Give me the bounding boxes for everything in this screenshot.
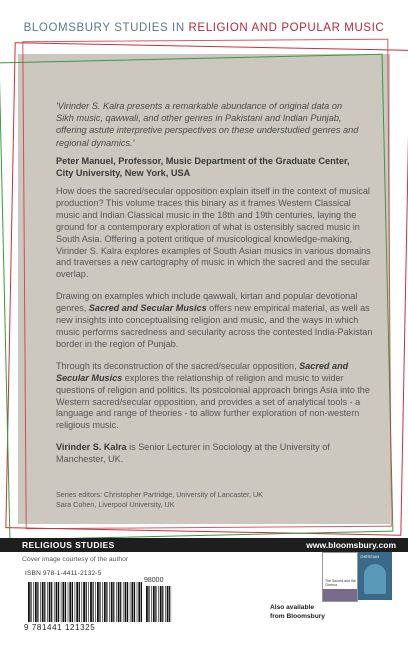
barcode-bar: [146, 586, 148, 622]
series-header-part1: BLOOMSBURY STUDIES IN: [23, 22, 189, 34]
barcode-bar: [102, 582, 103, 622]
barcode-bar: [56, 582, 58, 622]
series-editors-line-2: Sara Cohen, Liverpool University, UK: [56, 499, 175, 509]
endorsement-quote: [56, 100, 360, 179]
p2-start: Drawing on examples which include qawwali, kirtan and popular devotional genres,: [56, 291, 358, 314]
barcode-bar: [33, 582, 34, 622]
related-book-thumbnail-1: [322, 552, 358, 602]
quote-text: 'Virinder S. Kalra presents a remarkable abundance of original data on Sikh music, qawwali, and other genres in Pakistani and Indian Punjab, offering astute interpretive perspectives on these understudied genres and regional dynamics.': [56, 101, 359, 148]
barcode-bar: [75, 582, 76, 622]
related-book-thumbnail-2: [358, 552, 392, 600]
author-bio: [56, 442, 374, 466]
barcode-bar: [44, 582, 45, 622]
image-credit: Cover image courtesy of the author: [22, 556, 129, 563]
barcode-digits: 9 781441 121325: [24, 623, 96, 632]
barcode-bar: [113, 582, 114, 622]
related-book-2-figure: [364, 564, 386, 594]
barcode-bar: [95, 582, 96, 622]
series-editors: [56, 490, 356, 509]
p3-book-title: Sacred and Secular Musics: [56, 360, 349, 383]
author-name: Virinder S. Kalra: [56, 442, 127, 453]
barcode-bar: [116, 582, 117, 622]
barcode-bar: [40, 582, 41, 622]
related-book-2-title: CHRISTIAN: [360, 555, 379, 559]
also-available-line-1: Also available: [270, 604, 314, 611]
barcode-bar: [47, 582, 48, 622]
barcode-bar: [158, 586, 159, 622]
barcode-bar: [42, 582, 44, 622]
barcode-bar: [63, 582, 65, 622]
p2-end: offers new empirical material, as well as new insights into conceptualising religion and music, and the ways in which music performs sacredness and secularity across the contested India-Pakistan border in the region of Punjab.: [56, 303, 373, 349]
barcode-bar: [160, 586, 162, 622]
barcode-bar: [130, 582, 131, 622]
barcode-bar: [58, 582, 59, 622]
barcode-bar: [79, 582, 80, 622]
barcode-bar: [134, 582, 135, 622]
barcode-bar: [86, 582, 87, 622]
barcode-bar: [123, 582, 124, 622]
also-available: [270, 604, 325, 621]
barcode-bar: [109, 582, 110, 622]
barcode-bar: [68, 582, 69, 622]
isbn-label: ISBN 978-1-4411-2132-5: [25, 570, 102, 577]
barcode-bar: [138, 582, 140, 622]
publisher-url[interactable]: www.bloomsbury.com: [306, 540, 396, 550]
p3-start: Through its deconstruction of the sacred/secular opposition,: [56, 360, 300, 371]
barcode-bar: [30, 582, 31, 622]
barcode-bar: [104, 582, 106, 622]
barcode-bar: [88, 582, 89, 622]
barcode-bar: [118, 582, 120, 622]
barcode-bar: [120, 582, 121, 622]
barcode-bar: [106, 582, 107, 622]
blurb-paragraph-3: [56, 361, 374, 432]
barcode-bar: [141, 582, 142, 622]
blurb-paragraph-1: How does the sacred/secular opposition explain itself in the context of musical production? This volume traces this binary as it frames Western Classical music and Indian Classical music in the 18th and 19th centuries, laying the ground for a contemporary exploration of what is ostensibly sacred music in South Asia. Offering a potent critique of musicological knowledge-making, Virinder S. Kalra explores examples of South Asian musics in various domains and traverses a new cartography of music in which the sacred and the secular overlap.: [56, 186, 371, 280]
barcode-bar: [99, 582, 100, 622]
barcode-bars: [28, 582, 142, 622]
barcode-bar: [155, 586, 156, 622]
category-bar: [0, 538, 408, 552]
p2-book-title: Sacred and Secular Musics: [88, 303, 207, 314]
barcode-bar: [169, 586, 170, 622]
barcode-bar: [28, 582, 30, 622]
also-available-line-2: from Bloomsbury: [270, 612, 325, 620]
barcode-bar: [93, 582, 94, 622]
barcode-bar: [61, 582, 62, 622]
barcode-bar: [49, 582, 51, 622]
author-bio-text: is Senior Lecturer in Sociology at the University of Manchester, UK.: [56, 442, 330, 465]
barcode-bar: [148, 586, 149, 622]
series-header: [0, 22, 408, 34]
barcode-bar: [37, 582, 38, 622]
barcode-bar: [153, 586, 155, 622]
barcode-bar: [162, 586, 163, 622]
series-editors-line-1: Series editors: Christopher Partridge, University of Lancaster, UK: [56, 490, 263, 499]
barcode-bar: [167, 586, 169, 622]
barcode-bar: [132, 582, 134, 622]
barcode-bar: [69, 582, 71, 622]
p3-end: explores the relationship of religion and music to wider questions of religion and politics. Its postcolonial approach brings Asia into the Western sacred/secular opposition, and provides a set of analytical tools - a language and range of theories - to allow further exploration of non-western religious music.: [56, 372, 370, 431]
barcode-bar: [151, 586, 152, 622]
quote-attribution: Peter Manuel, Professor, Music Department of the Graduate Center, City University, New York, USA: [56, 155, 350, 179]
barcode-bar: [51, 582, 52, 622]
barcode-bar: [97, 582, 99, 622]
related-book-1-title: The Sacred and the Cinema: [325, 579, 356, 587]
barcode-bar: [111, 582, 113, 622]
barcode-bar: [83, 582, 85, 622]
barcode: [22, 578, 172, 634]
barcode-bar: [54, 582, 55, 622]
barcode-bar: [127, 582, 128, 622]
barcode-addon-bars: [146, 586, 172, 622]
related-book-1-stripe: [323, 589, 357, 601]
barcode-bar: [165, 586, 166, 622]
series-header-part2: RELIGION AND POPULAR MUSIC: [188, 22, 385, 34]
barcode-bar: [65, 582, 66, 622]
blurb-paragraph-2: [56, 291, 374, 351]
barcode-bar: [35, 582, 37, 622]
barcode-bar: [137, 582, 138, 622]
barcode-addon-digits: 98000: [144, 577, 164, 584]
category-label: RELIGIOUS STUDIES: [22, 540, 115, 550]
barcode-bar: [125, 582, 127, 622]
barcode-bar: [82, 582, 83, 622]
barcode-bar: [72, 582, 73, 622]
barcode-bar: [90, 582, 92, 622]
barcode-bar: [76, 582, 78, 622]
blurb: [56, 186, 374, 476]
